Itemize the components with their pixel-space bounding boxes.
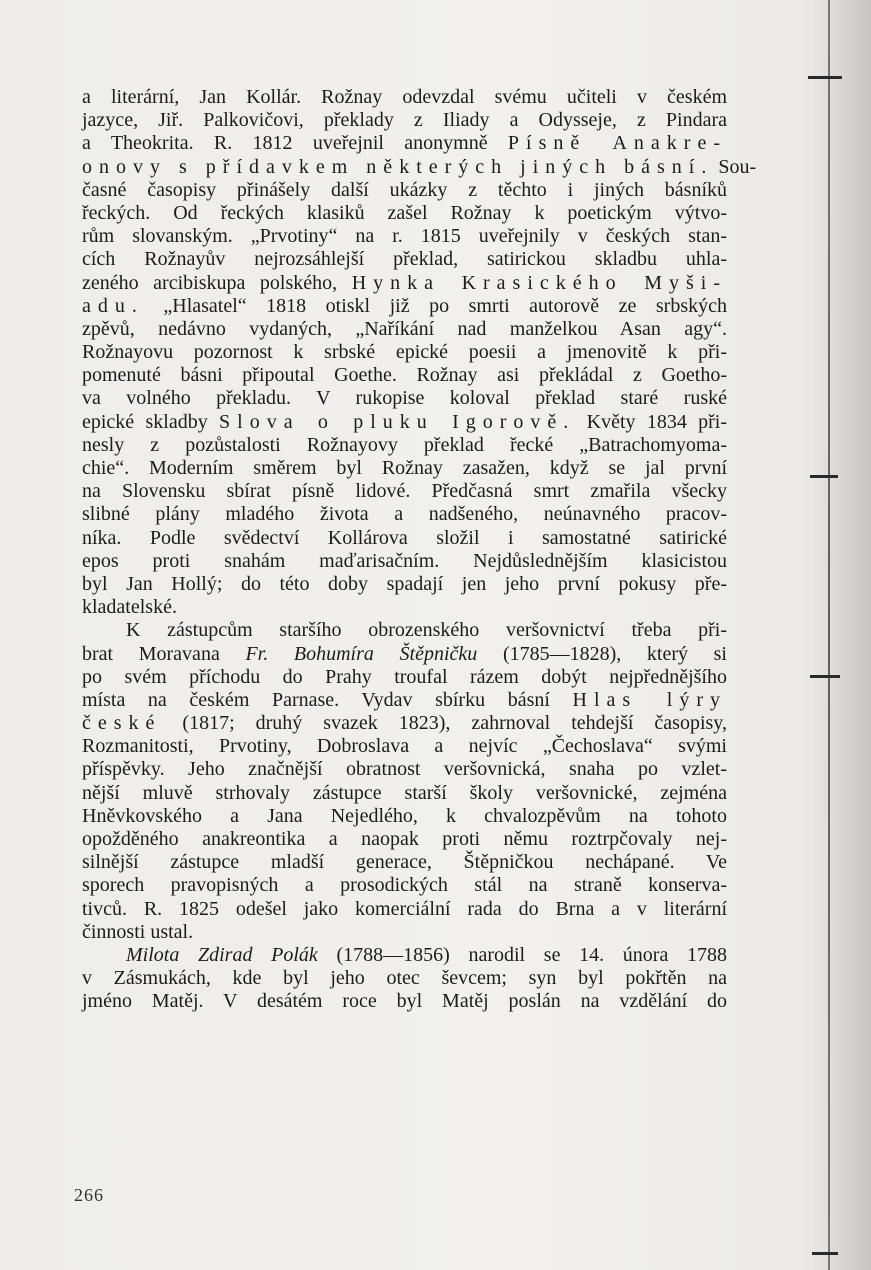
text-line: byl Jan Hollý; do této doby spadají jen jeho první pokusy pře- [82,572,727,595]
text-line: cích Rožnayův nejrozsáhlejší překlad, satirickou skladbu uhla- [82,248,727,271]
binding-stitch [812,1252,838,1255]
body-text [82,86,757,1014]
spaced-title: Slova o pluku Igorově. [219,410,576,433]
binding-stitch [810,475,838,478]
text-line: va volného překladu. V rukopise koloval překlad staré ruské [82,387,727,410]
text-line: brat Moravana Fr. Bohumíra Štěpničku (1785—1828), který si [82,642,727,665]
text-line: Rožnayovu pozornost k srbské epické poesii a jmenovitě k při- [82,341,727,364]
spaced-title: české [82,712,162,735]
spaced-title: onovy s přídavkem některých jiných básní. [82,155,714,178]
text-line: v Zásmukách, kde byl jeho otec ševcem; syn byl pokřtěn na [82,967,727,990]
text-line: níka. Podle svědectví Kollárova složil i samostatné satirické [82,526,727,549]
text-line: pomenuté básni připoutal Goethe. Rožnay asi překládal z Goetho- [82,364,727,387]
text-line: opožděného anakreontika a naopak proti němu roztrpčovaly nej- [82,828,727,850]
page-number: 266 [74,1185,104,1205]
text-line: zeného arcibiskupa polského, Hynka Krasického Myši- [82,271,727,294]
text-line: po svém příchodu do Prahy troufal rázem dobýt nejpřednějšího [82,665,727,688]
text-line: příspěvky. Jeho značnější obratnost veršovnická, snaha po vzlet- [82,758,727,781]
text-line: a Theokrita. R. 1812 uveřejnil anonymně Písně Anakre- [82,132,727,155]
spaced-title: Písně Anakre- [507,132,727,155]
text-line: nější mluvě strhovaly zástupce starší školy veršovnické, zejména [82,781,727,804]
text-line: K zástupcům staršího obrozenského veršovnictví třeba při- [126,619,727,642]
text-line: místa na českém Parnase. Vydav sbírku básní Hlas lýry [82,688,727,711]
italic-name: Fr. Bohumíra Štěpničku [245,642,478,665]
spaced-title: Hlas lýry [572,688,727,711]
text-line: tivců. R. 1825 odešel jako komerciální rada do Brna a v literární [82,897,727,920]
text-line: Milota Zdirad Polák (1788—1856) narodil se 14. února 1788 [126,943,727,966]
spaced-title: Hynka Krasického Myši- [351,271,727,294]
spaced-title: adu. [82,294,144,317]
text-line: Rozmanitosti, Prvotiny, Dobroslava a nejvíc „Čechoslava“ svými [82,735,727,758]
text-line: řeckých. Od řeckých klasiků zašel Rožnay k poetickým výtvo- [82,201,727,224]
text-line: adu. „Hlasatel“ 1818 otiskl již po smrti autorově ze srbských [82,294,727,317]
text-line: epos proti snahám maďarisačním. Nejdůslednějším klasicistou [82,549,727,572]
binding-line [828,0,830,1270]
text-line: kladatelské. [82,596,177,619]
text-line: jméno Matěj. V desátém roce byl Matěj poslán na vzdělání do [82,990,727,1013]
text-line: chie“. Moderním směrem byl Rožnay zasažen, když se jal první [82,457,727,479]
text-line: a literární, Jan Kollár. Rožnay odevzdal svému učiteli v českém [82,86,727,108]
text-line: Hněvkovského a Jana Nejedlého, k chvalozpěvům na tohoto [82,804,727,827]
text-line: zpěvů, nedávno vydaných, „Naříkání nad manželkou Asan agy“. [82,317,727,340]
text-line: nesly z pozůstalosti Rožnayovy překlad řecké „Batrachomyoma- [82,433,727,456]
binding-stitch [810,675,840,678]
binding-stitch [808,76,842,79]
text-line: epické skladby Slova o pluku Igorově. Květy 1834 při- [82,410,728,433]
text-line: jazyce, Jiř. Palkovičovi, překlady z Iliady a Odysseje, z Pindara [82,109,727,132]
text-line: rům slovanským. „Prvotiny“ na r. 1815 uveřejnily v českých stan- [82,225,727,248]
text-line: na Slovensku sbírat písně lidové. Předčasná smrt zmařila všecky [82,480,727,503]
text-line: slibné plány mladého života a nadšeného, neúnavného pracov- [82,503,727,526]
text-line: silnější zástupce mladší generace, Štěpničkou nechápané. Ve [82,851,727,874]
text-line: onovy s přídavkem některých jiných básní. Sou- [82,155,757,178]
text-line: časné časopisy přinášely další ukázky z těchto i jiných básníků [82,178,727,201]
italic-name: Milota Zdirad Polák [126,943,318,966]
text-line: činnosti ustal. [82,920,194,943]
text-line: české (1817; druhý svazek 1823), zahrnoval tehdejší časopisy, [82,712,727,735]
page-gutter-shadow [812,0,871,1270]
text-line: sporech pravopisných a prosodických stál na straně konserva- [82,874,727,897]
